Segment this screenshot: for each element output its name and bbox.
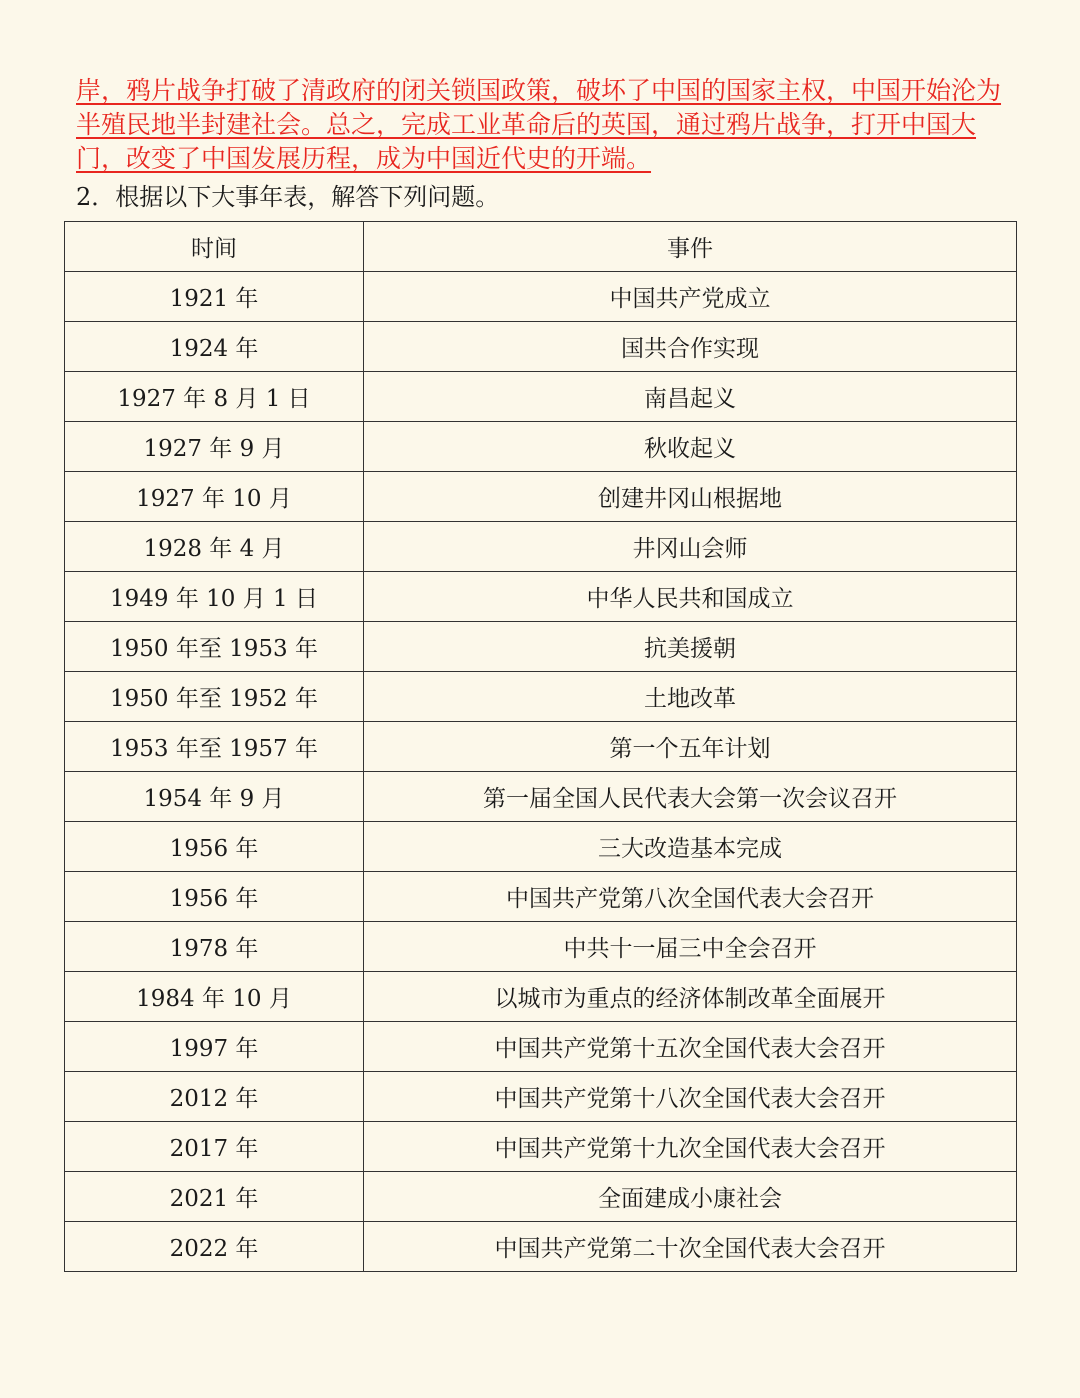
- cell-time: 1953 年至 1957 年: [65, 722, 364, 772]
- cell-event: 抗美援朝: [364, 622, 1017, 672]
- header-event: 事件: [364, 222, 1017, 272]
- header-time: 时间: [65, 222, 364, 272]
- table-row: [65, 872, 1017, 922]
- question-prompt: 2．根据以下大事年表，解答下列问题。: [76, 183, 500, 211]
- cell-time: 1924 年: [65, 322, 364, 372]
- cell-time: 1949 年 10 月 1 日: [65, 572, 364, 622]
- cell-event: 中国共产党成立: [364, 272, 1017, 322]
- cell-time: 1950 年至 1952 年: [65, 672, 364, 722]
- table-row: [65, 1122, 1017, 1172]
- cell-time: 1928 年 4 月: [65, 522, 364, 572]
- cell-time: 1978 年: [65, 922, 364, 972]
- cell-time: 2022 年: [65, 1222, 364, 1272]
- cell-event: 南昌起义: [364, 372, 1017, 422]
- table-row: [65, 372, 1017, 422]
- answer-line: 门，改变了中国发展历程，成为中国近代史的开端。: [76, 144, 652, 173]
- table-row: [65, 272, 1017, 322]
- cell-time: 1956 年: [65, 822, 364, 872]
- table-row: [65, 822, 1017, 872]
- table-row: [65, 422, 1017, 472]
- cell-event: 中国共产党第二十次全国代表大会召开: [364, 1222, 1017, 1272]
- cell-time: 1984 年 10 月: [65, 972, 364, 1022]
- table-row: [65, 1222, 1017, 1272]
- cell-time: 2021 年: [65, 1172, 364, 1222]
- cell-event: 秋收起义: [364, 422, 1017, 472]
- cell-event: 中华人民共和国成立: [364, 572, 1017, 622]
- cell-time: 1956 年: [65, 872, 364, 922]
- cell-event: 中国共产党第十八次全国代表大会召开: [364, 1072, 1017, 1122]
- timeline-body: [65, 272, 1017, 1272]
- table-row: [65, 322, 1017, 372]
- table-row: [65, 1172, 1017, 1222]
- cell-time: 1927 年 9 月: [65, 422, 364, 472]
- table-row: [65, 622, 1017, 672]
- table-row: [65, 772, 1017, 822]
- answer-paragraph: [76, 74, 1006, 176]
- cell-event: 全面建成小康社会: [364, 1172, 1017, 1222]
- cell-event: 中国共产党第十九次全国代表大会召开: [364, 1122, 1017, 1172]
- table-header-row: [65, 222, 1017, 272]
- cell-event: 以城市为重点的经济体制改革全面展开: [364, 972, 1017, 1022]
- table-row: [65, 1072, 1017, 1122]
- cell-time: 2012 年: [65, 1072, 364, 1122]
- cell-event: 土地改革: [364, 672, 1017, 722]
- table-row: [65, 472, 1017, 522]
- cell-time: 2017 年: [65, 1122, 364, 1172]
- cell-time: 1997 年: [65, 1022, 364, 1072]
- cell-time: 1927 年 8 月 1 日: [65, 372, 364, 422]
- table-row: [65, 572, 1017, 622]
- cell-event: 中国共产党第八次全国代表大会召开: [364, 872, 1017, 922]
- cell-event: 国共合作实现: [364, 322, 1017, 372]
- cell-event: 三大改造基本完成: [364, 822, 1017, 872]
- cell-event: 中共十一届三中全会召开: [364, 922, 1017, 972]
- cell-event: 中国共产党第十五次全国代表大会召开: [364, 1022, 1017, 1072]
- table-row: [65, 722, 1017, 772]
- table-row: [65, 1022, 1017, 1072]
- answer-line: 岸，鸦片战争打破了清政府的闭关锁国政策，破坏了中国的国家主权，中国开始沦为: [76, 76, 1002, 105]
- cell-event: 创建井冈山根据地: [364, 472, 1017, 522]
- table-row: [65, 672, 1017, 722]
- cell-time: 1954 年 9 月: [65, 772, 364, 822]
- answer-line: 半殖民地半封建社会。总之，完成工业革命后的英国，通过鸦片战争，打开中国大: [76, 110, 977, 139]
- cell-time: 1950 年至 1953 年: [65, 622, 364, 672]
- table-row: [65, 972, 1017, 1022]
- cell-time: 1921 年: [65, 272, 364, 322]
- table-row: [65, 522, 1017, 572]
- table-row: [65, 922, 1017, 972]
- cell-time: 1927 年 10 月: [65, 472, 364, 522]
- timeline-table: [64, 221, 1017, 1272]
- cell-event: 第一个五年计划: [364, 722, 1017, 772]
- cell-event: 井冈山会师: [364, 522, 1017, 572]
- cell-event: 第一届全国人民代表大会第一次会议召开: [364, 772, 1017, 822]
